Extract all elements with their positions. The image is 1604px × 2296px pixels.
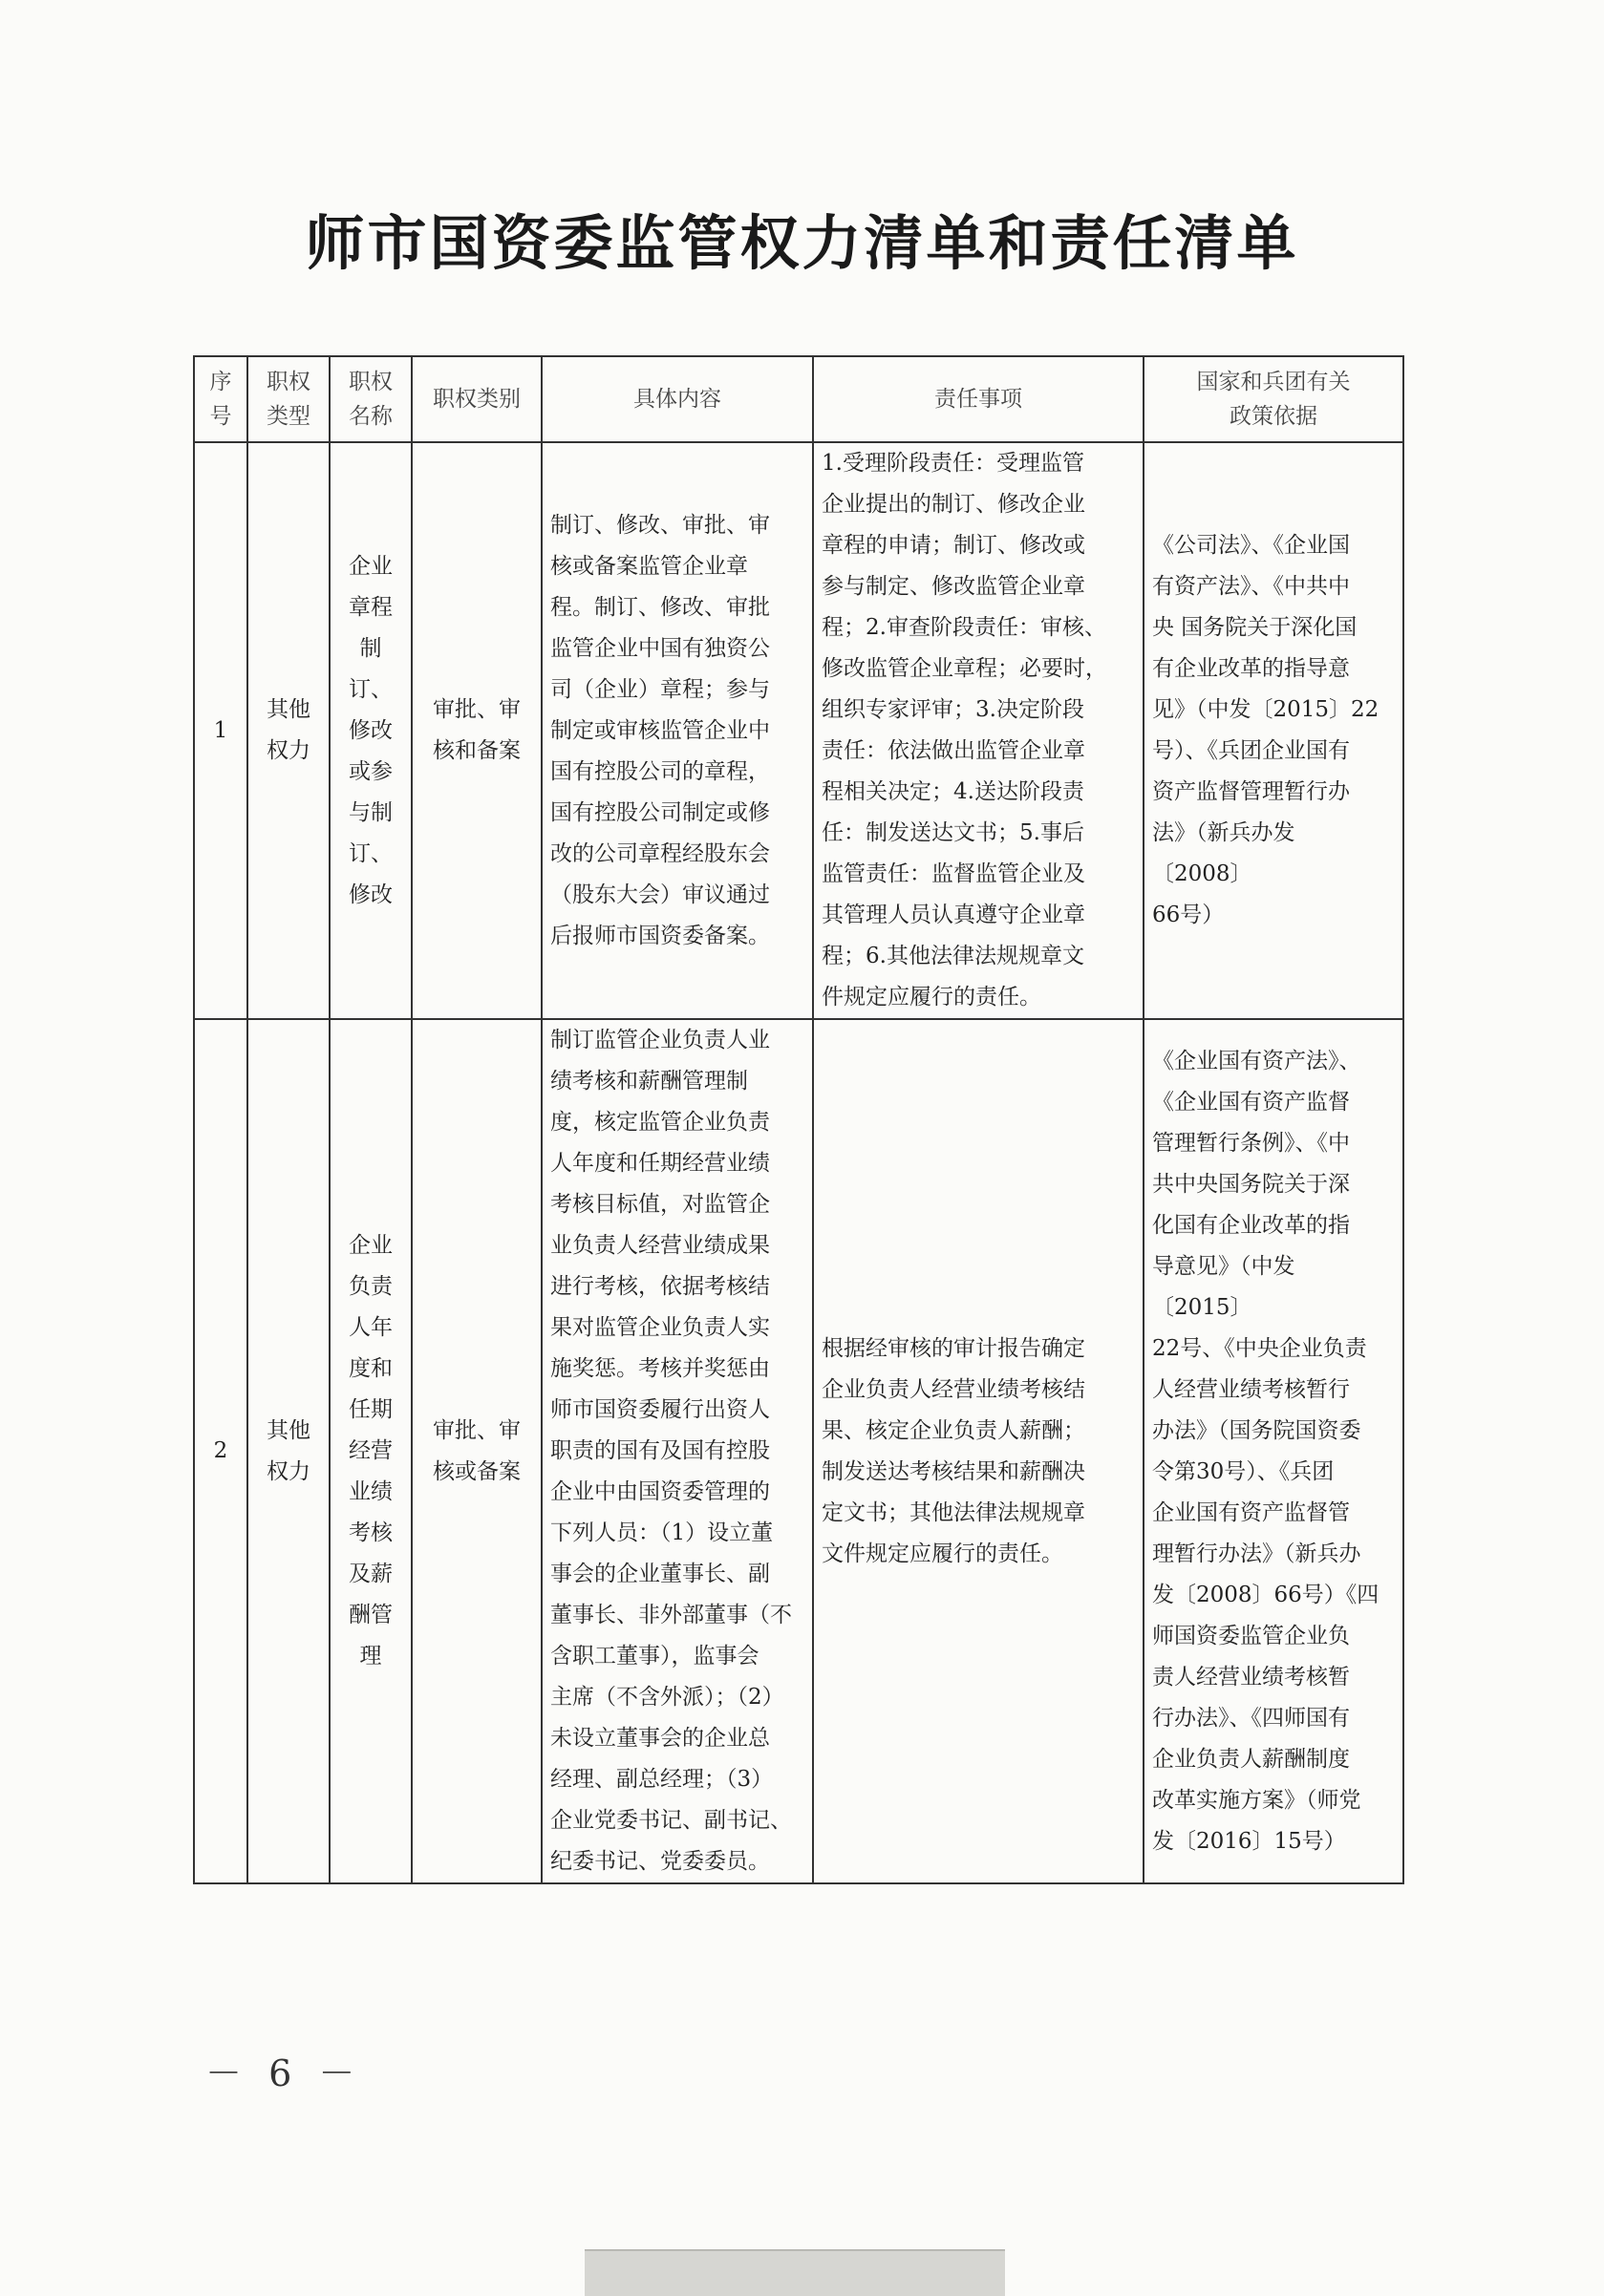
responsibility-items: 1.受理阶段责任：受理监管 企业提出的制订、修改企业 章程的申请；制订、修改或 参与制定、修改监管企业章 程；2.审查阶段责任：审核、 修改监管企业章程；必要时， 组织专家评审；3.决定阶段 责任：依法做出监管企业章 程相关决定；4.送达阶段责 任：制发送达文书；5.事后 监管责任：监督监管企业及 其管理人员认真遵守企业章 程；6.其他法律法规规章文 件规定应履行的责任。 — [813, 442, 1144, 1019]
table-row — [194, 1019, 1403, 1883]
header-cell-responsibility: 责任事项 — [813, 356, 1144, 442]
power-name: 企业 章程 制 订、 修改 或参 与制 订、 修改 — [330, 442, 412, 1019]
page-title: 师市国资委监管权力清单和责任清单 — [305, 208, 1299, 278]
row-number: 1 — [194, 442, 247, 1019]
power-name: 企业 负责 人年 度和 任期 经营 业绩 考核 及薪 酬管 理 — [330, 1019, 412, 1883]
header-cell-category: 职权类别 — [412, 356, 542, 442]
policy-basis: 《企业国有资产法》、 《企业国有资产监督 管理暂行条例》、《中 共中央国务院关于深 化国有企业改革的指 导意见》（中发〔2015〕 22号、《中央企业负责 人经营业绩考核暂行 办法》（国务院国资委 令第30号）、《兵团 企业国有资产监督管 理暂行办法》（新兵办 发〔2008〕66号）《四 师国资委监管企业负 责人经营业绩考核暂 行办法》、《四师国有 企业负责人薪酬制度 改革实施方案》（师党 发〔2016〕15号） — [1144, 1019, 1403, 1883]
table-header-row — [194, 356, 1403, 442]
power-category: 审批、审 核或备案 — [412, 1019, 542, 1883]
power-type: 其他 权力 — [247, 1019, 330, 1883]
row-number: 2 — [194, 1019, 247, 1883]
duty-table — [193, 355, 1404, 1884]
power-type: 其他 权力 — [247, 442, 330, 1019]
header-cell-basis: 国家和兵团有关 政策依据 — [1144, 356, 1403, 442]
power-category: 审批、审 核和备案 — [412, 442, 542, 1019]
header-cell-name: 职权 名称 — [330, 356, 412, 442]
header-cell-content: 具体内容 — [542, 356, 813, 442]
scan-artifact-strip — [585, 2249, 1005, 2296]
specific-content: 制订、修改、审批、审 核或备案监管企业章 程。制订、修改、审批 监管企业中国有独资公 司（企业）章程；参与 制定或审核监管企业中 国有控股公司的章程， 国有控股公司制定或修 改的公司章程经股东会 （股东大会）审议通过 后报师市国资委备案。 — [542, 442, 813, 1019]
header-cell-no: 序 号 — [194, 356, 247, 442]
page-number: － 6 － — [205, 2052, 363, 2094]
table-row — [194, 442, 1403, 1019]
responsibility-items: 根据经审核的审计报告确定 企业负责人经营业绩考核结 果、核定企业负责人薪酬； 制发送达考核结果和薪酬决 定文书；其他法律法规规章 文件规定应履行的责任。 — [813, 1019, 1144, 1883]
specific-content: 制订监管企业负责人业 绩考核和薪酬管理制 度，核定监管企业负责 人年度和任期经营业绩 考核目标值，对监管企 业负责人经营业绩成果 进行考核，依据考核结 果对监管企业负责人实 施奖惩。考核并奖惩由 师市国资委履行出资人 职责的国有及国有控股 企业中由国资委管理的 下列人员：（1）设立董 事会的企业董事长、副 董事长、非外部董事（不 含职工董事），监事会 主席（不含外派）；（2） 未设立董事会的企业总 经理、副总经理；（3） 企业党委书记、副书记、 纪委书记、党委委员。 — [542, 1019, 813, 1883]
policy-basis: 《公司法》、《企业国 有资产法》、《中共中 央 国务院关于深化国 有企业改革的指导意 见》（中发〔2015〕22 号）、《兵团企业国有 资产监督管理暂行办 法》（新兵办发〔2008〕 66号） — [1144, 442, 1403, 1019]
header-cell-type: 职权 类型 — [247, 356, 330, 442]
